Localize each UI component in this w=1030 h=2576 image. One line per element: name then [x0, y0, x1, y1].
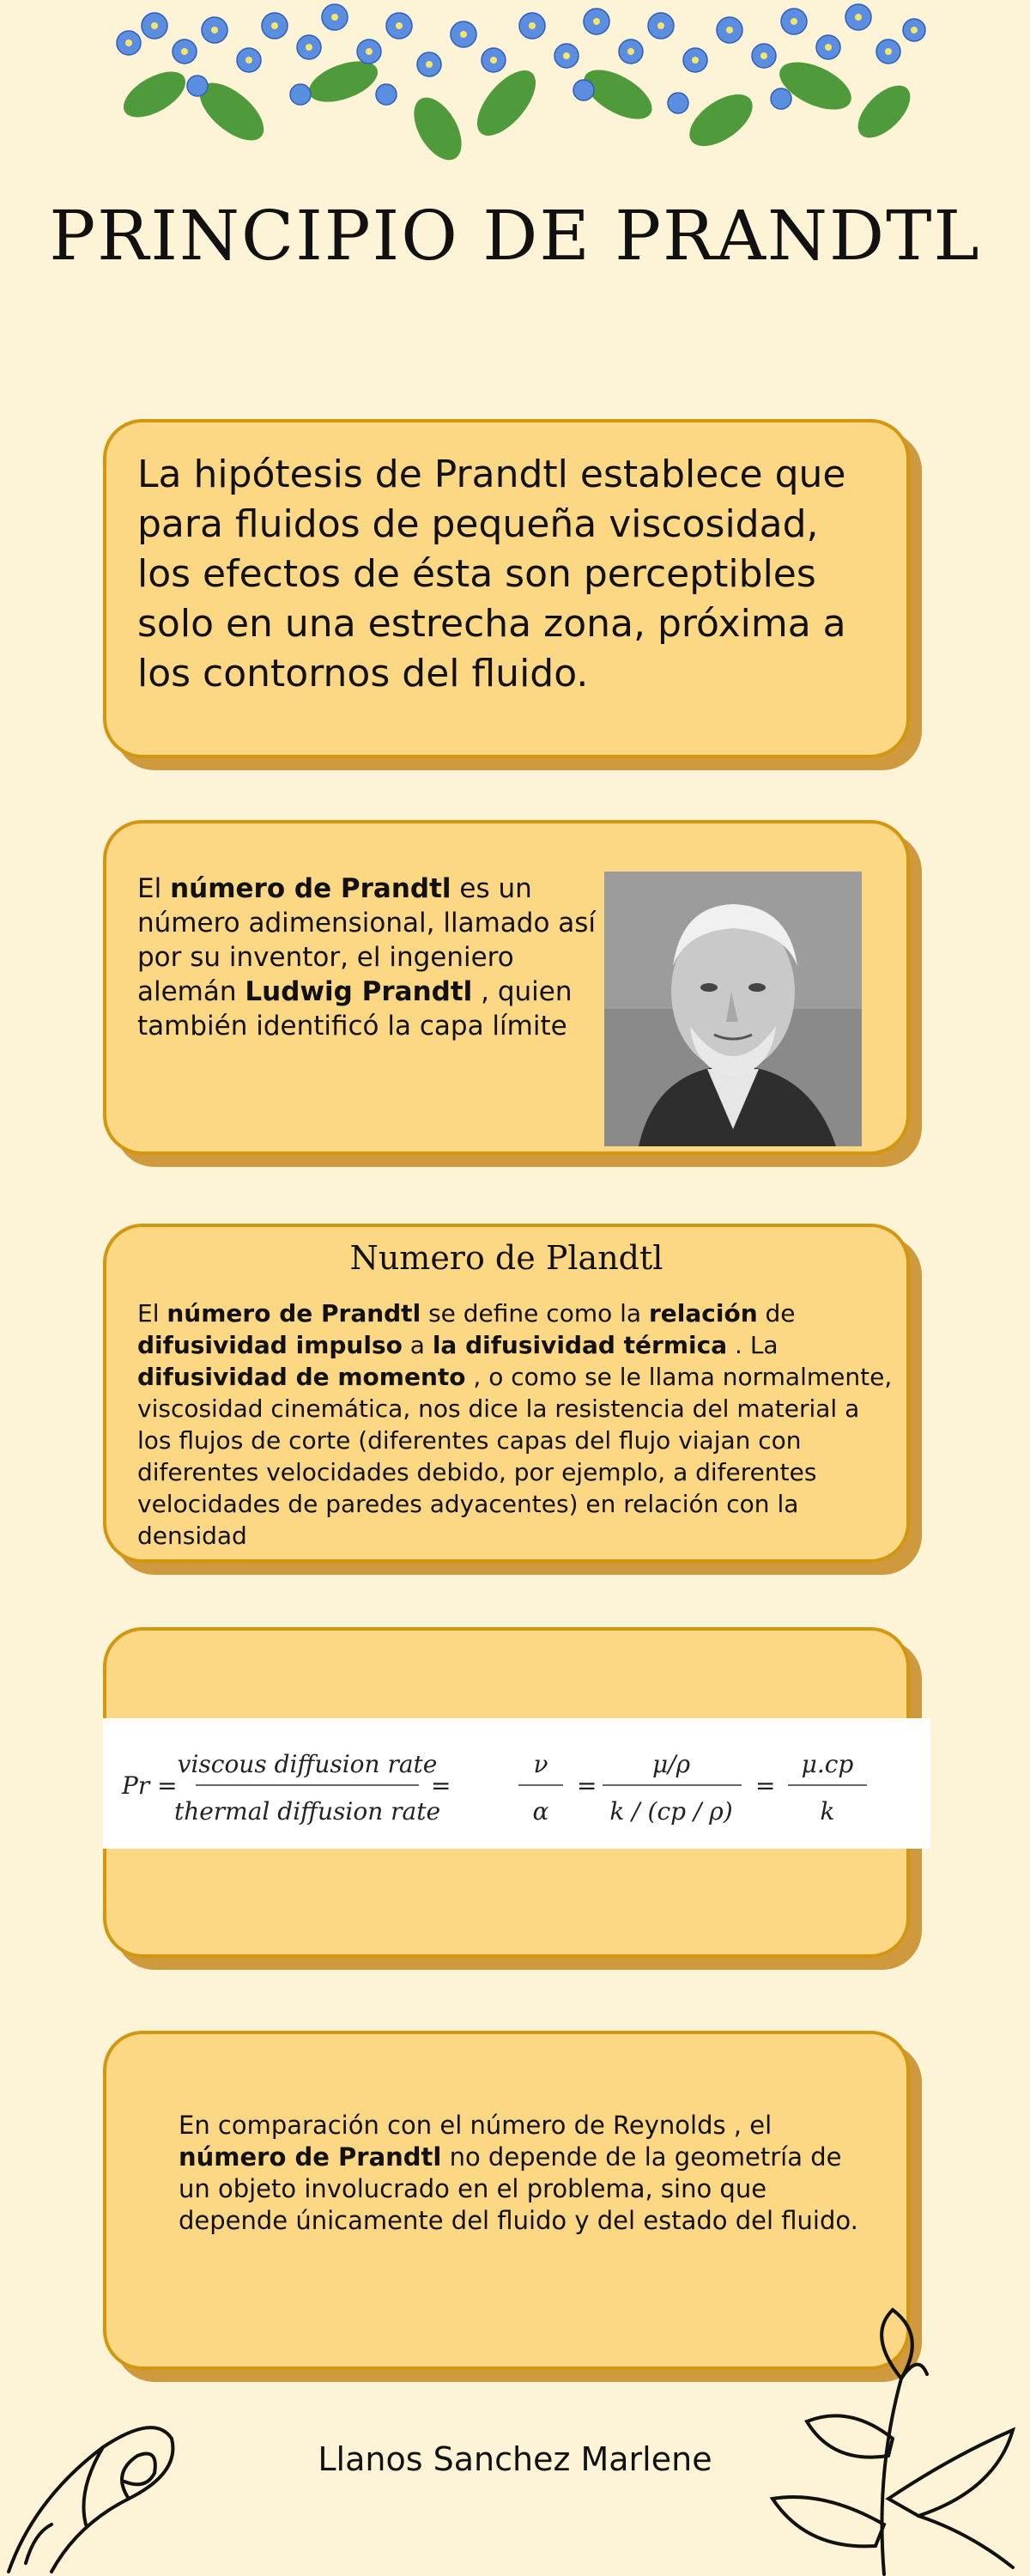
formula-num-nu: ν — [533, 1750, 548, 1778]
leaf-line-art-right — [755, 2301, 1030, 2576]
formula-band — [103, 1718, 930, 1849]
number-bold-term: difusividad de momento — [137, 1363, 466, 1391]
ludwig-prandtl-portrait — [604, 872, 862, 1146]
page-title: PRINCIPIO DE PRANDTL — [49, 196, 981, 276]
prandtl-number-card — [103, 1224, 910, 1563]
number-bold-term: la difusividad térmica — [432, 1331, 728, 1359]
formula-lhs: Pr = — [122, 1771, 178, 1800]
number-text-part: El — [137, 1299, 167, 1327]
formula-num-mu-cp: μ.cp — [801, 1750, 854, 1778]
number-text-part: a — [402, 1331, 433, 1359]
formula-den-thermal: thermal diffusion rate — [173, 1797, 441, 1826]
hypothesis-card — [103, 419, 910, 758]
definition-text — [137, 872, 601, 1043]
definition-card — [103, 820, 910, 1155]
hypothesis-text: La hipótesis de Prandtl establece que para fluidos de pequeña viscosidad, los efectos de ésta son perceptibles solo en una estrecha zona, próxima a los contornos del fluido. — [137, 453, 846, 696]
formula-num-viscous: viscous diffusion rate — [177, 1750, 438, 1778]
leaf-line-art-left — [0, 2396, 197, 2576]
section-heading: Numero de Plandtl — [349, 1239, 663, 1277]
number-bold-term: relación — [648, 1299, 758, 1327]
number-text-part: , o como se le llama normalmente, viscosidad cinemática, nos dice la resistencia del material a los flujos de corte (diferentes capas del flujo viajan con diferentes velocidades debido, por ejemplo, a diferentes velocidades de paredes adyacentes) en relación con la densidad — [137, 1363, 893, 1550]
number-text-part: . La — [727, 1331, 779, 1359]
comparison-text-part: no depende de la geometría de un objeto involucrado en el problema, sino que depende únicamente del fluido y del estado del fluido. — [179, 2142, 858, 2235]
number-bold-term: difusividad impulso — [137, 1331, 403, 1359]
number-bold-term: número de Prandtl — [167, 1299, 421, 1327]
author-name: Llanos Sanchez Marlene — [318, 2440, 712, 2478]
forget-me-not-flowers-illustration — [103, 0, 927, 172]
formula-num-mu-rho: μ/ρ — [651, 1750, 691, 1778]
definition-text-part: El — [137, 873, 171, 904]
prandtl-number-text — [137, 1297, 893, 1552]
portrait-illustration — [604, 872, 862, 1146]
formula-den-k-cp-rho: k / (cp / ρ) — [609, 1797, 733, 1826]
comparison-bold-term: número de Prandtl — [179, 2142, 442, 2172]
number-text-part: de — [757, 1299, 796, 1327]
comparison-text — [179, 2110, 865, 2237]
equals-sign: = — [577, 1771, 597, 1800]
definition-text-part: es un número adimensional, llamado así por su inventor, el ingeniero alemán — [137, 873, 597, 1007]
equals-sign: = — [431, 1771, 451, 1800]
formula-card — [103, 1627, 910, 1958]
formula-den-alpha: α — [532, 1797, 549, 1826]
equals-sign: = — [755, 1771, 776, 1800]
definition-text-part: , quien también identificó la capa límite — [137, 976, 573, 1042]
definition-bold-term: número de Prandtl — [170, 873, 451, 904]
prandtl-formula — [103, 1718, 930, 1849]
definition-bold-name: Ludwig Prandtl — [245, 976, 473, 1007]
number-text-part: se define como la — [421, 1299, 649, 1327]
formula-den-k: k — [820, 1797, 835, 1826]
comparison-text-part: En comparación con el número de Reynolds , el — [179, 2111, 772, 2140]
